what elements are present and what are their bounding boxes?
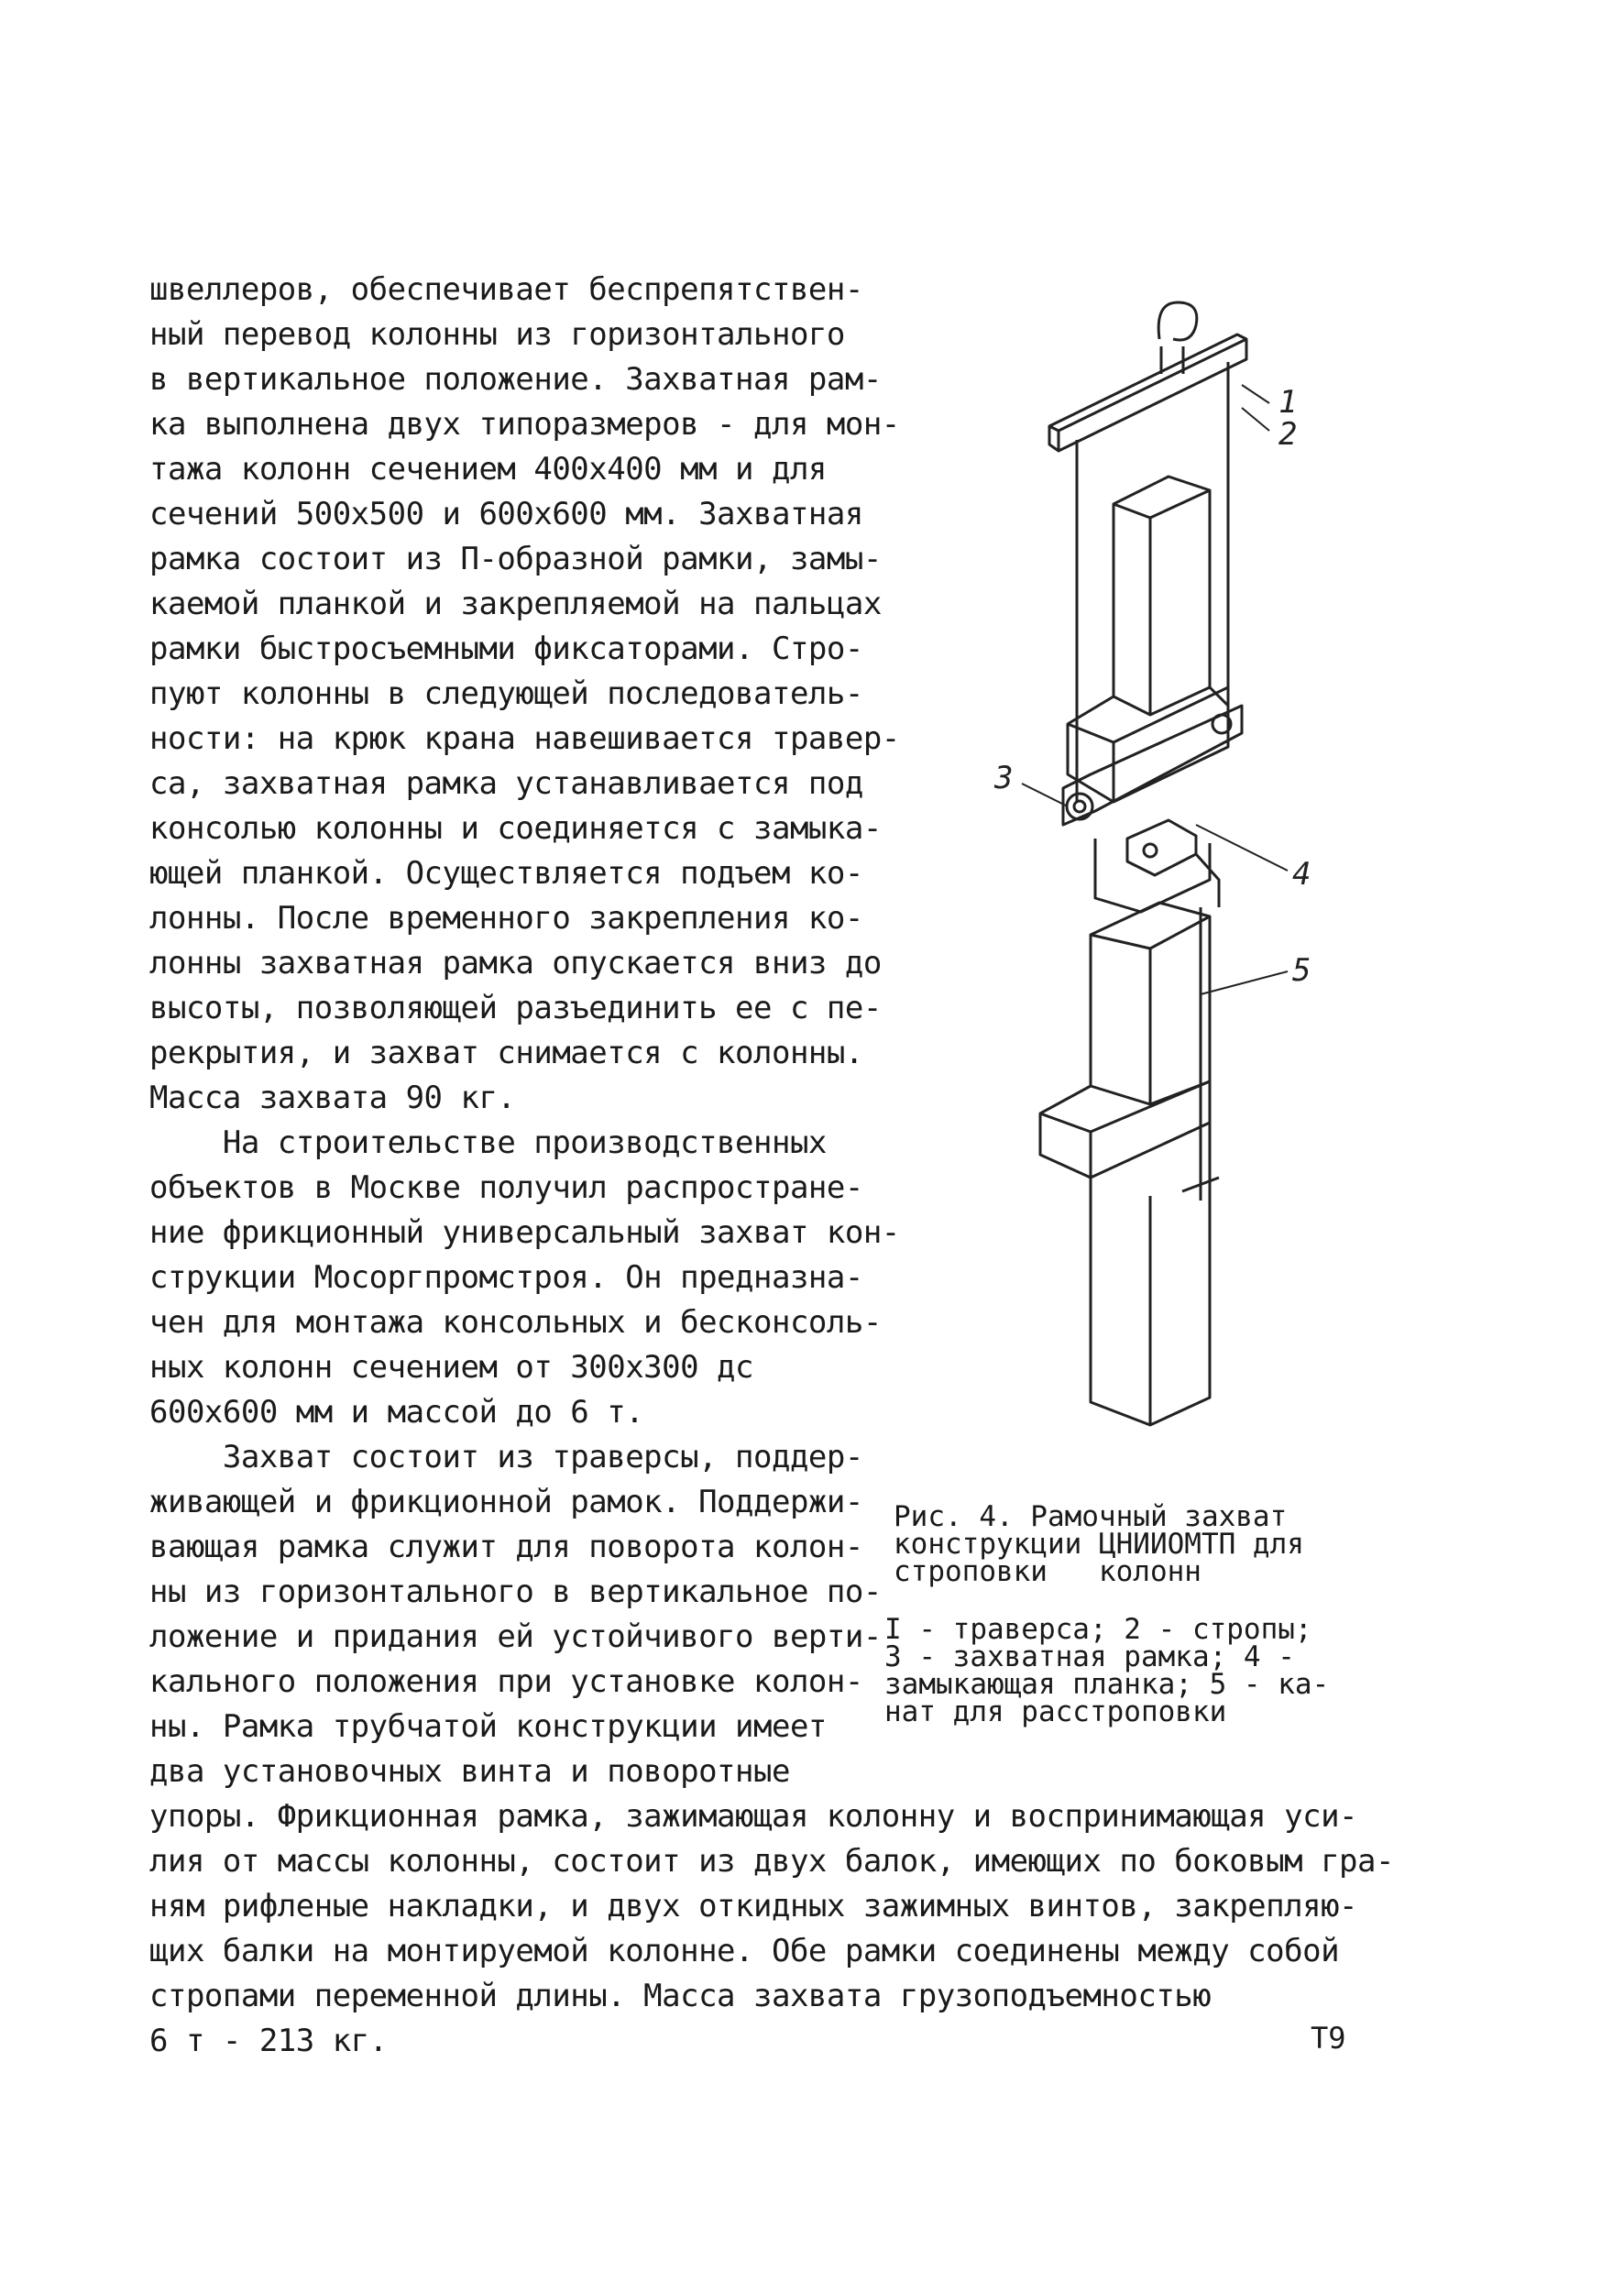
body-line: ка выполнена двух типоразмеров - для мон-: [149, 406, 900, 443]
body-line: ных колонн сечением от 300x300 дс: [149, 1349, 754, 1386]
body-line: ны из горизонтального в вертикальное по-: [149, 1574, 882, 1610]
body-line: ный перевод колонны из горизонтального: [149, 316, 845, 353]
body-line: упоры. Фрикционная рамка, зажимающая колонну и воспринимающая уси-: [149, 1798, 1358, 1835]
page-number: Т9: [1311, 2021, 1346, 2056]
body-line: пуют колонны в следующей последователь-: [149, 675, 863, 712]
body-line: живающей и фрикционной рамок. Поддержи-: [149, 1484, 863, 1520]
body-line: ны. Рамка трубчатой конструкции имеет: [149, 1708, 827, 1745]
column-grip-figure: [967, 275, 1425, 1430]
body-line: На строительстве производственных: [149, 1124, 827, 1161]
crane-hook: [1158, 302, 1197, 340]
body-line: са, захватная рамка устанавливается под: [149, 765, 863, 802]
body-line: щих балки на монтируемой колонне. Обе рамки соединены между собой: [149, 1933, 1340, 1969]
body-line: в вертикальное положение. Захватная рам-: [149, 361, 882, 398]
body-line: консолью колонны и соединяется с замыка-: [149, 810, 882, 847]
body-line: тажа колонн сечением 400x400 мм и для: [149, 451, 827, 488]
body-line: рекрытия, и захват снимается с колонны.: [149, 1035, 863, 1071]
callout-3: 3: [994, 760, 1014, 796]
body-line: лонны захватная рамка опускается вниз до: [149, 945, 882, 981]
figure-caption-legend: замыкающая планка; 5 - ка-: [884, 1668, 1330, 1701]
body-line: кального положения при установке колон-: [149, 1663, 863, 1700]
body-line: швеллеров, обеспечивает беспрепятствен-: [149, 271, 863, 308]
body-line: вающая рамка служит для поворота колон-: [149, 1529, 863, 1565]
column-grip-drawing: [967, 275, 1425, 1430]
callout-1: 1: [1278, 384, 1298, 421]
column-console: [1068, 687, 1228, 802]
figure-caption-title: строповки колонн: [894, 1555, 1202, 1588]
callout-4: 4: [1292, 856, 1311, 893]
figure-caption-legend: 3 - захватная рамка; 4 -: [884, 1640, 1295, 1673]
closing-plank: [1127, 820, 1196, 875]
body-line: лонны. После временного закрепления ко-: [149, 900, 863, 937]
body-line: каемой планкой и закрепляемой на пальцах: [149, 586, 882, 622]
body-line: объектов в Москве получил распростране-: [149, 1169, 863, 1206]
figure-caption-legend: нат для расстроповки: [884, 1695, 1227, 1728]
body-line: сечений 500x500 и 600x600 мм. Захватная: [149, 496, 863, 532]
body-line: чен для монтажа консольных и бесконсоль-: [149, 1304, 882, 1341]
figure-caption-title: Рис. 4. Рамочный захват: [894, 1500, 1288, 1533]
body-line: высоты, позволяющей разъединить ее с пе-: [149, 990, 882, 1026]
body-line: ности: на крюк крана навешивается травер-: [149, 720, 900, 757]
body-line: рамка состоит из П-образной рамки, замы-: [149, 541, 882, 577]
body-line: 6 т - 213 кг.: [149, 2023, 388, 2059]
figure-caption-title: конструкции ЦНИИОМТП для: [894, 1528, 1304, 1561]
body-line: ложение и придания ей устойчивого верти-: [149, 1618, 882, 1655]
body-line: Масса захвата 90 кг.: [149, 1080, 516, 1116]
body-line: Захват состоит из траверсы, поддер-: [149, 1439, 863, 1475]
body-line: струкции Мосоргпромстроя. Он предназна-: [149, 1259, 863, 1296]
body-line: лия от массы колонны, состоит из двух балок, имеющих по боковым гра-: [149, 1843, 1394, 1880]
body-line: рамки быстросъемными фиксаторами. Стро-: [149, 631, 863, 667]
body-line: ющей планкой. Осуществляется подъем ко-: [149, 855, 863, 892]
body-line: ние фрикционный универсальный захват кон-: [149, 1214, 900, 1251]
body-line: стропами переменной длины. Масса захвата грузоподъемностью: [149, 1978, 1212, 2014]
callout-2: 2: [1278, 416, 1298, 453]
body-line: два установочных винта и поворотные: [149, 1753, 790, 1790]
callout-5: 5: [1292, 952, 1311, 989]
body-line: ням рифленые накладки, и двух откидных зажимных винтов, закрепляю-: [149, 1888, 1358, 1925]
traverse-beam: [1049, 334, 1246, 451]
figure-caption-legend: I - траверса; 2 - стропы;: [884, 1613, 1312, 1646]
body-line: 600x600 мм и массой до 6 т.: [149, 1394, 644, 1431]
